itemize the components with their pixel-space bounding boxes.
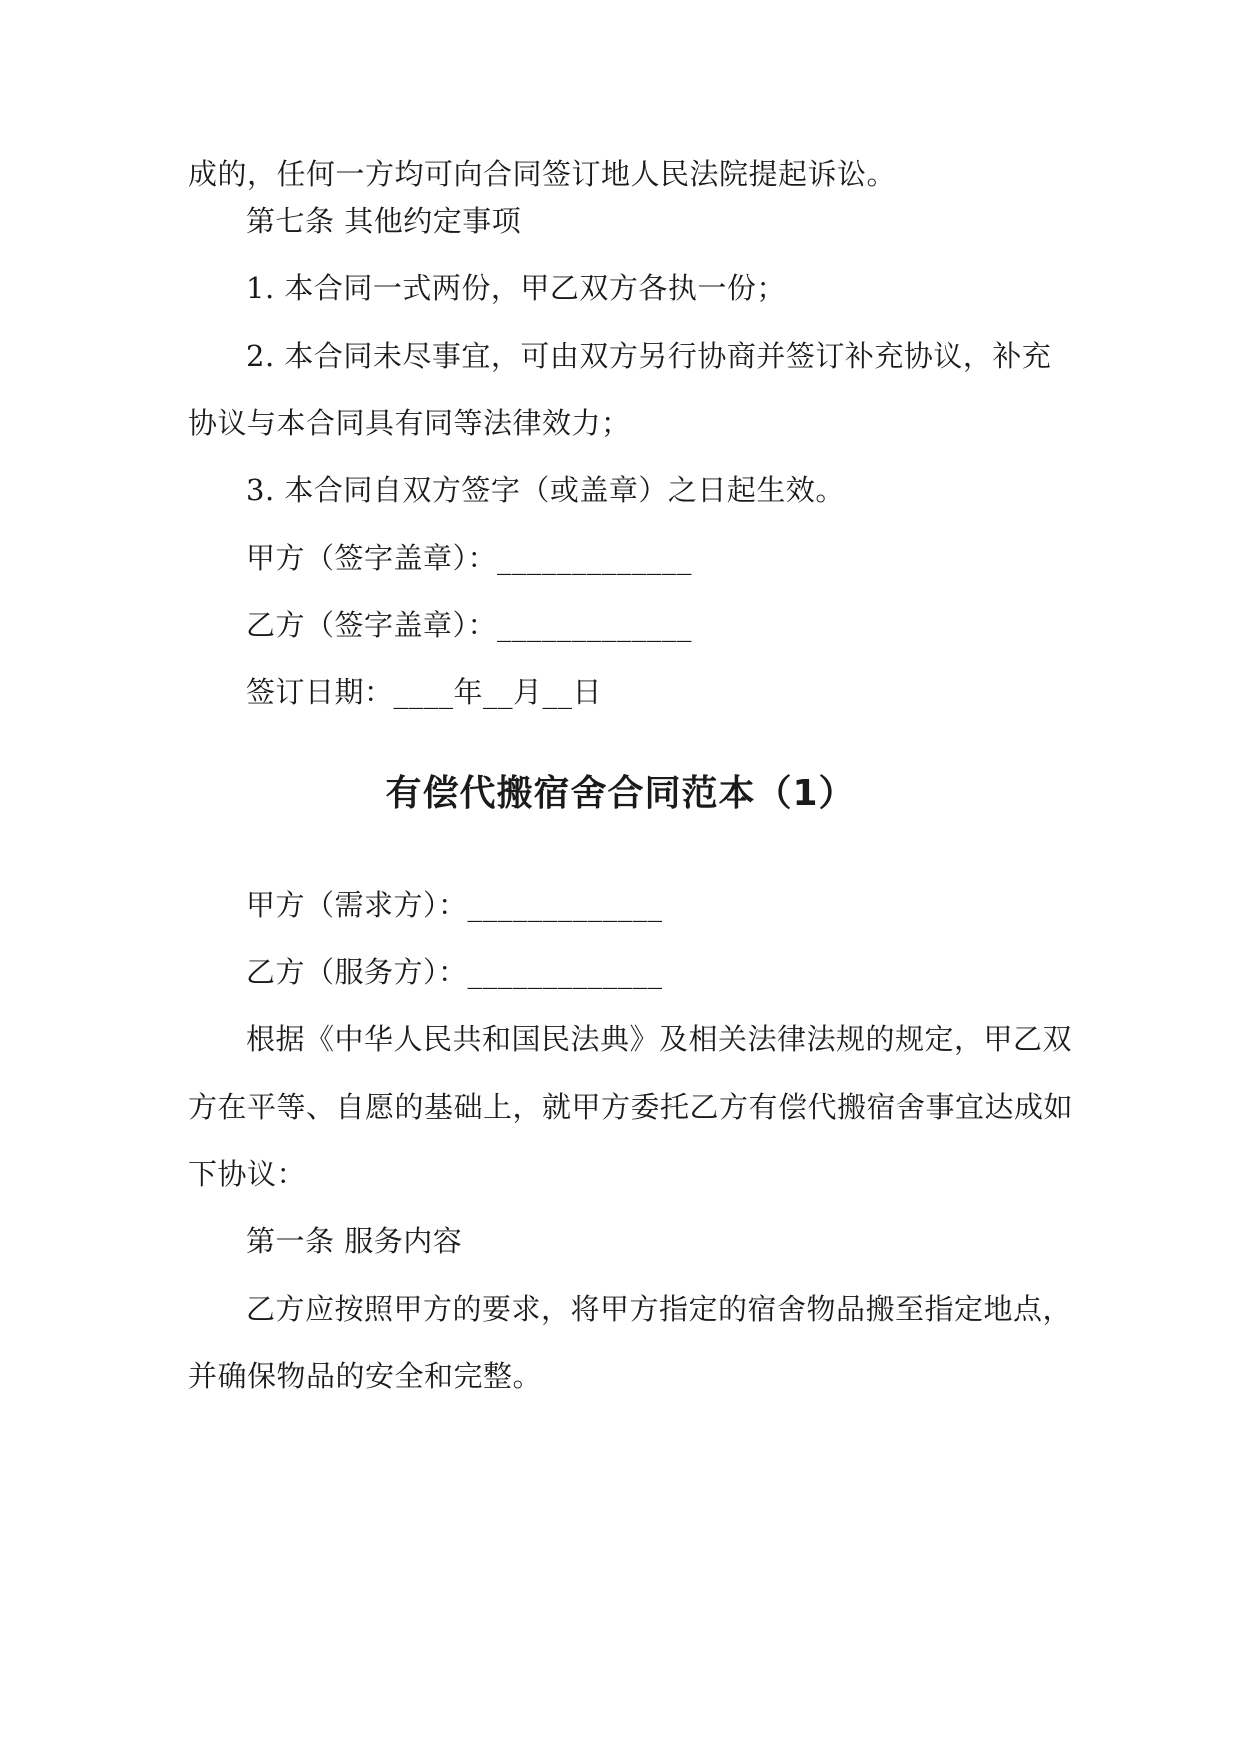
paragraph-line: 协议与本合同具有同等法律效力； [188,406,631,440]
list-item-1: 1. 本合同一式两份，甲乙双方各执一份； [246,271,786,305]
section-heading-article-7: 第七条 其他约定事项 [246,204,522,238]
paragraph-line: 成的，任何一方均可向合同签订地人民法院提起诉讼。 [188,157,897,191]
party-a-signature-line: 甲方（签字盖章）：_____________ [246,541,693,575]
document-title: 有偿代搬宿舍合同范本（1） [385,773,856,814]
party-b-signature-line: 乙方（签字盖章）：_____________ [246,608,693,642]
paragraph-line: 下协议： [188,1157,307,1191]
party-b-line: 乙方（服务方）：_____________ [246,955,663,989]
paragraph-line: 根据《中华人民共和国民法典》及相关法律法规的规定，甲乙双 [246,1022,1073,1056]
paragraph-line: 方在平等、自愿的基础上，就甲方委托乙方有偿代搬宿舍事宜达成如 [188,1090,1074,1124]
signing-date-line: 签订日期：____年__月__日 [246,675,603,709]
section-heading-article-1: 第一条 服务内容 [246,1224,463,1258]
list-item-2: 2. 本合同未尽事宜，可由双方另行协商并签订补充协议，补充 [246,339,1052,373]
paragraph-line: 乙方应按照甲方的要求，将甲方指定的宿舍物品搬至指定地点， [246,1292,1073,1326]
paragraph-line: 并确保物品的安全和完整。 [188,1359,543,1393]
party-a-line: 甲方（需求方）：_____________ [246,888,663,922]
list-item-3: 3. 本合同自双方签字（或盖章）之日起生效。 [246,473,845,507]
